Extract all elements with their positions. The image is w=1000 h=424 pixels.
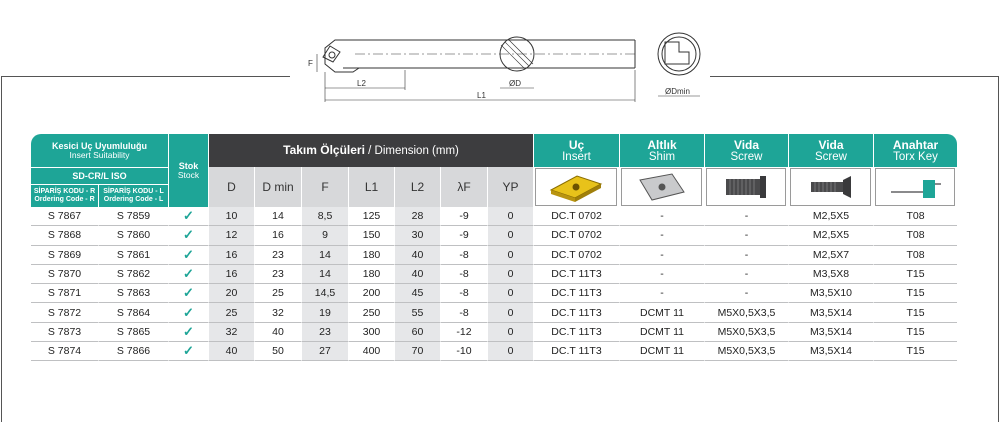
dim-l1: 180 (348, 265, 394, 284)
stock-check: ✓ (168, 246, 208, 265)
drawing-label-dmin: ØDmin (665, 87, 690, 96)
dim-d: 10 (208, 207, 254, 226)
dim-l2: 30 (394, 226, 440, 245)
insert-code: DC.T 0702 (533, 246, 619, 265)
key-code: T15 (873, 342, 957, 361)
dimension-unit: / Dimension (mm) (364, 145, 459, 157)
dim-f: 8,5 (301, 207, 348, 226)
col-dmin-header: D min (254, 167, 301, 207)
dim-l2: 40 (394, 265, 440, 284)
drawing-label-f: F (308, 59, 313, 68)
dim-lf: -9 (440, 226, 487, 245)
shim-code: - (619, 246, 704, 265)
dim-dmin: 40 (254, 323, 301, 342)
dim-l2: 60 (394, 323, 440, 342)
screw2-code: M3,5X14 (788, 342, 873, 361)
dim-yp: 0 (487, 284, 533, 303)
dim-d: 16 (208, 265, 254, 284)
order-l-subtitle: Ordering Code - L (103, 196, 164, 204)
dim-lf: -9 (440, 207, 487, 226)
table-row (31, 226, 957, 245)
insert-title: Uç (568, 137, 585, 152)
dim-lf: -8 (440, 265, 487, 284)
insert-subtitle: Insert (562, 150, 591, 163)
dim-l2: 55 (394, 303, 440, 322)
dim-lf: -8 (440, 246, 487, 265)
order-code-l: S 7866 (98, 342, 168, 361)
drawing-label-l2: L2 (357, 79, 366, 88)
screw1-code: M5X0,5X3,5 (704, 323, 788, 342)
dim-l1: 180 (348, 246, 394, 265)
dim-dmin: 23 (254, 265, 301, 284)
screw1-code: M5X0,5X3,5 (704, 342, 788, 361)
key-image-cell (873, 167, 957, 207)
insert-header (533, 134, 619, 167)
order-r-subtitle: Ordering Code - R (34, 196, 95, 204)
dimension-title: Takım Ölçüleri (283, 143, 365, 157)
dim-d: 40 (208, 342, 254, 361)
dim-l1: 150 (348, 226, 394, 245)
dim-yp: 0 (487, 265, 533, 284)
order-code-l: S 7862 (98, 265, 168, 284)
stock-check: ✓ (168, 323, 208, 342)
insert-code: DC.T 11T3 (533, 342, 619, 361)
shim-code: DCMT 11 (619, 303, 704, 322)
dim-yp: 0 (487, 207, 533, 226)
shim-code: - (619, 284, 704, 303)
order-code-r: S 7871 (31, 284, 98, 303)
shim-code: DCMT 11 (619, 342, 704, 361)
dim-dmin: 50 (254, 342, 301, 361)
dim-yp: 0 (487, 226, 533, 245)
dim-yp: 0 (487, 323, 533, 342)
table-row (31, 265, 957, 284)
screw1-code: - (704, 265, 788, 284)
screw1-code: - (704, 207, 788, 226)
dim-dmin: 32 (254, 303, 301, 322)
col-l1-header: L1 (348, 167, 394, 207)
col-lf-header: λF (440, 167, 487, 207)
screw2-image-cell (788, 167, 873, 207)
key-code: T15 (873, 303, 957, 322)
stock-check: ✓ (168, 284, 208, 303)
dim-l1: 400 (348, 342, 394, 361)
screw1-header (704, 134, 788, 167)
dimension-header (208, 134, 533, 167)
insert-icon (541, 170, 611, 204)
insert-suitability-header (31, 134, 168, 167)
shim-code: - (619, 207, 704, 226)
screw1-code: - (704, 246, 788, 265)
screw2-code: M3,5X8 (788, 265, 873, 284)
dim-d: 25 (208, 303, 254, 322)
dim-f: 14 (301, 265, 348, 284)
shim-icon (632, 170, 692, 204)
dim-f: 14,5 (301, 284, 348, 303)
shim-title: Altlık (647, 137, 677, 152)
order-code-r: S 7872 (31, 303, 98, 322)
key-code: T08 (873, 246, 957, 265)
shim-code: - (619, 226, 704, 245)
key-code: T08 (873, 226, 957, 245)
col-f-header: F (301, 167, 348, 207)
screw2-code: M2,5X7 (788, 246, 873, 265)
stock-subtitle: Stock (177, 170, 200, 180)
order-r-header (31, 184, 98, 207)
dim-yp: 0 (487, 303, 533, 322)
dim-l1: 250 (348, 303, 394, 322)
shim-subtitle: Shim (648, 150, 676, 163)
stock-check: ✓ (168, 207, 208, 226)
torx-screw-icon (801, 170, 861, 204)
insert-code: DC.T 0702 (533, 207, 619, 226)
order-l-header (98, 184, 168, 207)
col-d-header: D (208, 167, 254, 207)
order-code-r: S 7867 (31, 207, 98, 226)
dim-lf: -12 (440, 323, 487, 342)
table-row (31, 342, 957, 361)
key-code: T15 (873, 323, 957, 342)
screw2-header (788, 134, 873, 167)
dim-dmin: 25 (254, 284, 301, 303)
order-code-l: S 7861 (98, 246, 168, 265)
order-r-title: SİPARİŞ KODU - R (33, 188, 96, 196)
dim-f: 14 (301, 246, 348, 265)
screw2-subtitle: Screw (815, 150, 847, 163)
screw1-subtitle: Screw (730, 150, 763, 163)
insert-code: DC.T 11T3 (533, 303, 619, 322)
table-row (31, 207, 957, 226)
table-row (31, 246, 957, 265)
drawing-label-d: ØD (509, 79, 521, 88)
dim-l1: 125 (348, 207, 394, 226)
screw1-title: Vida (733, 137, 760, 152)
dim-dmin: 23 (254, 246, 301, 265)
sleeve-screw-icon (716, 170, 776, 204)
dim-d: 16 (208, 246, 254, 265)
dim-l2: 70 (394, 342, 440, 361)
order-code-r: S 7868 (31, 226, 98, 245)
order-code-l: S 7865 (98, 323, 168, 342)
order-code-l: S 7863 (98, 284, 168, 303)
screw1-code: - (704, 284, 788, 303)
dim-lf: -8 (440, 284, 487, 303)
dim-dmin: 16 (254, 226, 301, 245)
dim-l2: 40 (394, 246, 440, 265)
key-code: T08 (873, 207, 957, 226)
dim-lf: -8 (440, 303, 487, 322)
torx-key-header (873, 134, 957, 167)
col-l2-header: L2 (394, 167, 440, 207)
table-row (31, 323, 957, 342)
iso-header (31, 167, 168, 184)
stock-header (168, 134, 208, 207)
dim-l2: 28 (394, 207, 440, 226)
iso-label: SD-CR/L ISO (72, 171, 127, 182)
insert-suitability-subtitle: Insert Suitability (69, 150, 130, 160)
order-code-l: S 7859 (98, 207, 168, 226)
stock-check: ✓ (168, 226, 208, 245)
order-code-r: S 7873 (31, 323, 98, 342)
key-code: T15 (873, 265, 957, 284)
order-l-title: SİPARİŞ KODU - L (103, 188, 164, 196)
insert-code: DC.T 11T3 (533, 284, 619, 303)
screw1-code: M5X0,5X3,5 (704, 303, 788, 322)
insert-image-cell (533, 167, 619, 207)
order-code-l: S 7860 (98, 226, 168, 245)
screw2-code: M2,5X5 (788, 226, 873, 245)
dim-f: 23 (301, 323, 348, 342)
dim-lf: -10 (440, 342, 487, 361)
boring-bar-drawing (295, 0, 705, 112)
stock-check: ✓ (168, 265, 208, 284)
dim-f: 27 (301, 342, 348, 361)
table-row (31, 303, 957, 322)
shim-code: - (619, 265, 704, 284)
dim-yp: 0 (487, 342, 533, 361)
screw1-code: - (704, 226, 788, 245)
col-yp-header: YP (487, 167, 533, 207)
spec-table (31, 134, 957, 361)
stock-check: ✓ (168, 303, 208, 322)
insert-code: DC.T 11T3 (533, 323, 619, 342)
drawing-label-l1: L1 (477, 91, 486, 100)
stock-check: ✓ (168, 342, 208, 361)
dim-l1: 200 (348, 284, 394, 303)
insert-code: DC.T 0702 (533, 226, 619, 245)
screw2-code: M3,5X14 (788, 303, 873, 322)
screw2-title: Vida (818, 137, 844, 152)
screw2-code: M3,5X14 (788, 323, 873, 342)
torx-key-icon (885, 170, 945, 204)
insert-code: DC.T 11T3 (533, 265, 619, 284)
dim-f: 19 (301, 303, 348, 322)
dim-dmin: 14 (254, 207, 301, 226)
screw1-image-cell (704, 167, 788, 207)
dim-yp: 0 (487, 246, 533, 265)
spec-rows (31, 207, 957, 361)
table-row (31, 284, 957, 303)
dim-f: 9 (301, 226, 348, 245)
order-code-r: S 7869 (31, 246, 98, 265)
order-code-r: S 7870 (31, 265, 98, 284)
insert-suitability-title: Kesici Uç Uyumluluğu (51, 141, 148, 151)
screw2-code: M2,5X5 (788, 207, 873, 226)
key-code: T15 (873, 284, 957, 303)
shim-code: DCMT 11 (619, 323, 704, 342)
dim-d: 12 (208, 226, 254, 245)
torx-key-title: Anahtar (892, 137, 939, 152)
order-code-l: S 7864 (98, 303, 168, 322)
screw2-code: M3,5X10 (788, 284, 873, 303)
dim-l1: 300 (348, 323, 394, 342)
dim-l2: 45 (394, 284, 440, 303)
order-code-r: S 7874 (31, 342, 98, 361)
torx-key-subtitle: Torx Key (893, 150, 938, 163)
shim-image-cell (619, 167, 704, 207)
shim-header (619, 134, 704, 167)
dim-d: 20 (208, 284, 254, 303)
stock-title: Stok (178, 161, 199, 171)
dim-d: 32 (208, 323, 254, 342)
